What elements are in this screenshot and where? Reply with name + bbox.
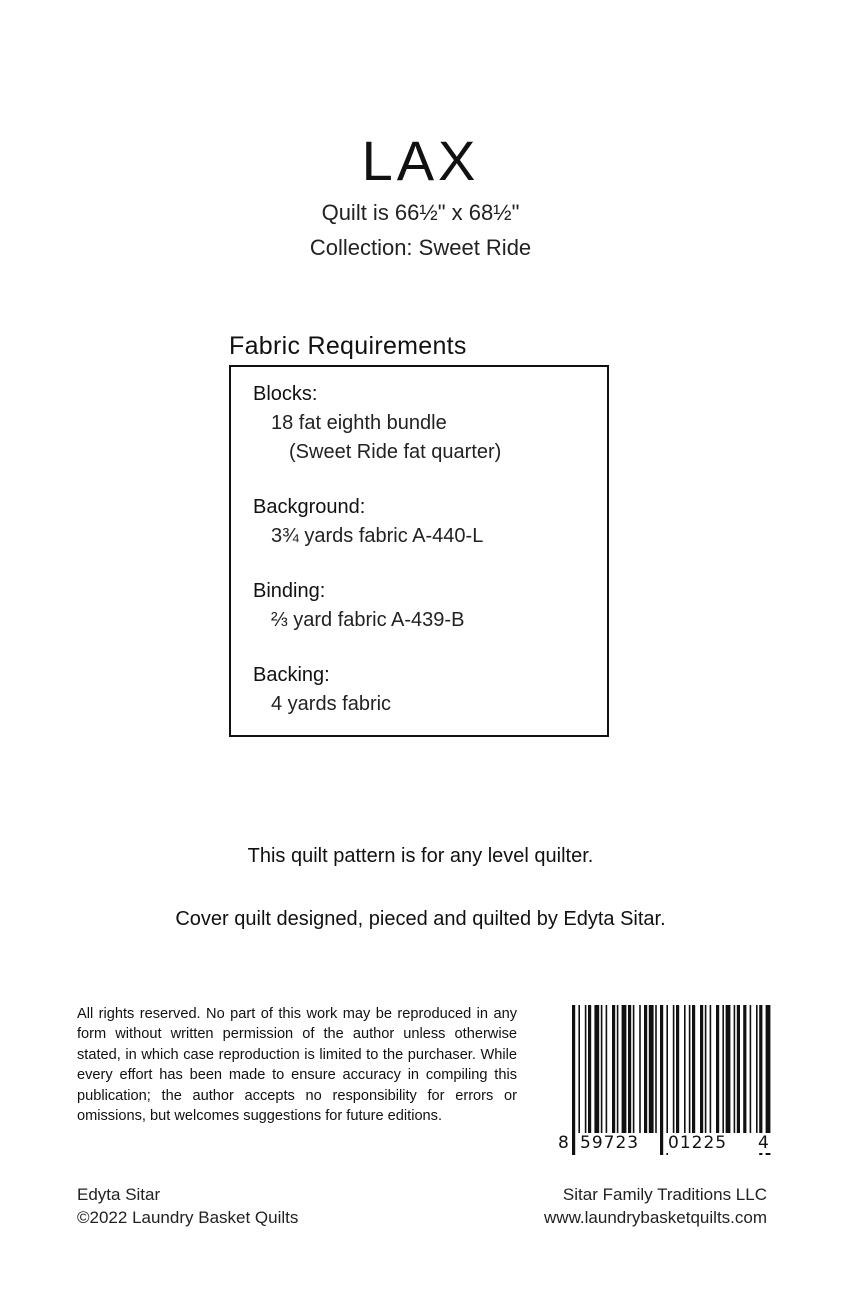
barcode-bar xyxy=(617,1005,619,1133)
barcode-bar xyxy=(722,1005,724,1133)
footer-author: Edyta Sitar xyxy=(77,1185,161,1204)
blocks-line-1: 18 fat eighth bundle xyxy=(271,412,447,434)
binding-line: ⅔ yard fabric A-439-B xyxy=(271,609,465,631)
barcode-bar xyxy=(716,1005,719,1133)
footer-copyright: ©2022 Laundry Basket Quilts xyxy=(77,1208,299,1227)
barcode-bar xyxy=(743,1005,746,1133)
barcode-bar xyxy=(639,1005,641,1133)
pattern-title: LAX xyxy=(361,129,480,192)
barcode-bar xyxy=(628,1005,631,1133)
barcode-bar xyxy=(710,1005,712,1133)
barcode-bar xyxy=(692,1005,695,1133)
barcode-bar xyxy=(578,1005,580,1133)
barcode-bar xyxy=(756,1005,758,1133)
barcode-bar xyxy=(737,1005,740,1133)
skill-level-note: This quilt pattern is for any level quilter. xyxy=(247,845,594,867)
background-line: 3¾ yards fabric A-440-L xyxy=(271,525,484,547)
background-label: Background: xyxy=(253,496,366,518)
quilt-size: Quilt is 66½" x 68½" xyxy=(321,200,520,225)
fabric-requirements-heading: Fabric Requirements xyxy=(229,332,467,360)
barcode-left-group: 59723 xyxy=(580,1133,640,1153)
barcode-bar xyxy=(705,1005,707,1133)
barcode-bar xyxy=(726,1005,731,1133)
backing-label: Backing: xyxy=(253,664,330,686)
barcode-bar xyxy=(585,1005,587,1133)
backing-line: 4 yards fabric xyxy=(271,693,392,715)
barcode-bar xyxy=(633,1005,635,1133)
barcode-bar xyxy=(622,1005,627,1133)
footer-website[interactable]: www.laundrybasketquilts.com xyxy=(544,1208,767,1227)
barcode-bar xyxy=(734,1005,736,1133)
barcode-bar xyxy=(684,1005,686,1133)
barcode-bar xyxy=(655,1005,657,1133)
binding-label: Binding: xyxy=(253,580,326,602)
barcode-bar xyxy=(644,1005,647,1133)
fabric-requirements-box xyxy=(229,365,609,737)
barcode-bar xyxy=(700,1005,703,1133)
barcode-number xyxy=(556,1133,772,1155)
barcode-bar xyxy=(606,1005,608,1133)
collection-name: Collection: Sweet Ride xyxy=(309,235,532,260)
footer-company: Sitar Family Traditions LLC xyxy=(562,1185,767,1204)
barcode-check-digit: 4 xyxy=(758,1133,769,1153)
barcode-bar xyxy=(588,1005,591,1133)
barcode-bar xyxy=(612,1005,615,1133)
barcode-first-digit: 8 xyxy=(558,1133,569,1153)
designer-credit: Cover quilt designed, pieced and quilted by Edyta Sitar. xyxy=(175,908,666,930)
barcode-bar xyxy=(750,1005,752,1133)
barcode-right-group: 01225 xyxy=(668,1133,728,1153)
barcode-bar xyxy=(601,1005,603,1133)
barcode-bar xyxy=(676,1005,679,1133)
barcode-bar xyxy=(673,1005,675,1133)
blocks-line-2: (Sweet Ride fat quarter) xyxy=(289,441,502,463)
barcode-bar xyxy=(649,1005,654,1133)
barcode-bar xyxy=(594,1005,599,1133)
blocks-label: Blocks: xyxy=(253,383,318,405)
barcode-bar xyxy=(689,1005,691,1133)
copyright-notice: All rights reserved. No part of this work may be reproduced in any form without written permission of the author unless otherwise stated, in which case reproduction is limited to the purchaser. While every effort has been made to ensure accuracy in compiling this publication; the author accepts no responsibility for errors or omissions, but welcomes suggestions for future editions. xyxy=(77,1006,517,1125)
